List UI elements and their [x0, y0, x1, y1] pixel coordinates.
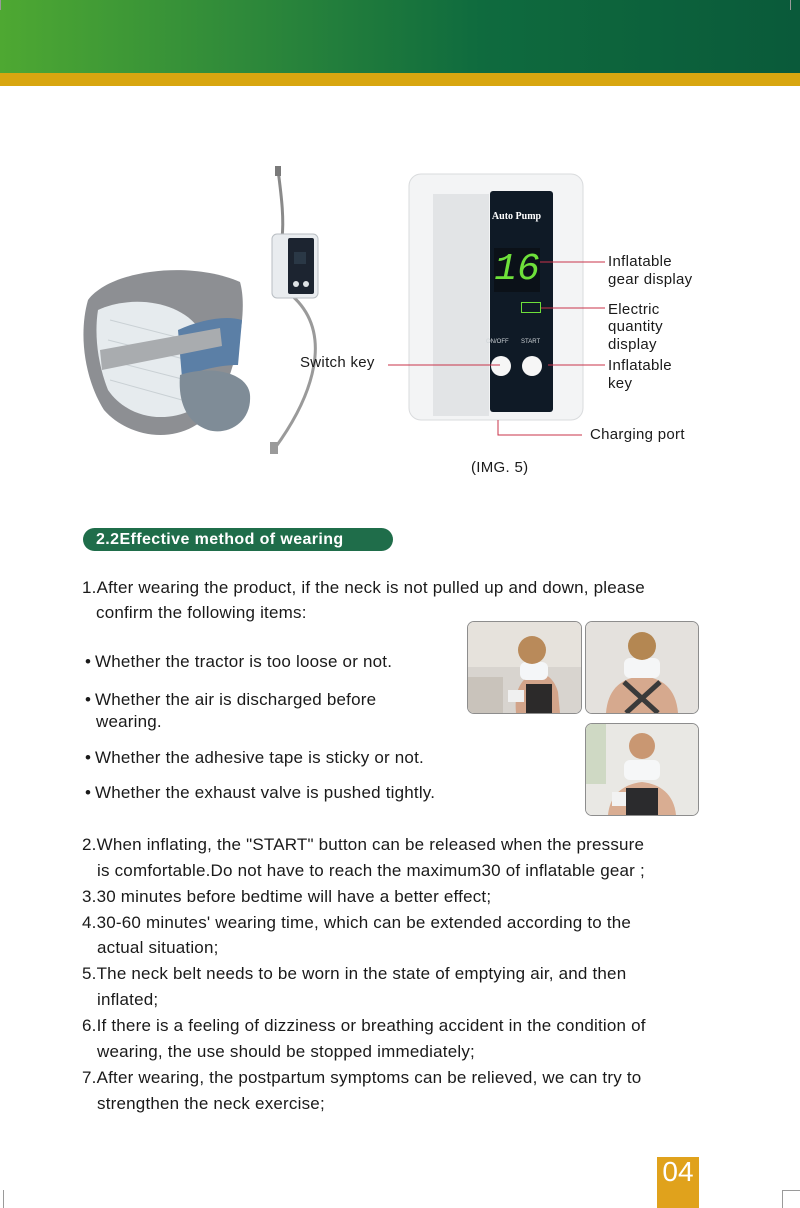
bullet-item-3	[85, 746, 424, 769]
bullet-symbol: •	[85, 652, 92, 671]
photo-back-view-art	[586, 622, 698, 713]
gear-display-digits: 16	[494, 248, 540, 291]
bullet-text: Whether the adhesive tape is sticky or not.	[95, 748, 424, 767]
bullet-text: Whether the tractor is too loose or not.	[95, 652, 393, 671]
callout-inflatable-key-line1: Inflatable	[608, 357, 672, 374]
crop-mark	[782, 1190, 783, 1208]
instruction-line-3: 3.30 minutes before bedtime will have a better effect;	[82, 887, 492, 906]
instruction-line-4: 4.30-60 minutes' wearing time, which can be extended according to the	[82, 913, 632, 932]
bullet-symbol: •	[85, 748, 92, 767]
callout-electric-quantity-display-line1: Electric	[608, 301, 660, 318]
instruction-line-8: 6.If there is a feeling of dizziness or breathing accident in the condition of	[82, 1016, 646, 1035]
figure-caption: (IMG. 5)	[471, 459, 529, 476]
instruction-line-1: 2.When inflating, the "START" button can be released when the pressure	[82, 835, 645, 854]
instruction-line-11: strengthen the neck exercise;	[97, 1094, 325, 1113]
photo-front-view-art	[586, 724, 698, 815]
crop-mark	[3, 1190, 4, 1208]
instruction-line-5: actual situation;	[97, 938, 219, 957]
crop-mark	[782, 1190, 800, 1191]
callout-inflatable-gear-display-line1: Inflatable	[608, 253, 672, 270]
start-button-label: START	[521, 339, 541, 345]
photo-back-view	[585, 621, 699, 714]
callout-inflatable-gear-display-line2: gear display	[608, 271, 693, 288]
bullet-symbol: •	[85, 783, 92, 802]
bullet-text: Whether the air is discharged before	[95, 690, 377, 709]
instruction-line-10: 7.After wearing, the postpartum symptoms can be relieved, we can try to	[82, 1068, 642, 1087]
photo-front-view	[585, 723, 699, 816]
instruction-line-6: 5.The neck belt needs to be worn in the state of emptying air, and then	[82, 964, 627, 983]
photo-side-view	[467, 621, 582, 714]
instruction-line-7: inflated;	[97, 990, 159, 1009]
device-brand-label: Auto Pump	[491, 211, 542, 222]
bullet-item-1	[85, 650, 392, 673]
bullet-text: Whether the exhaust valve is pushed tightly.	[95, 783, 436, 802]
instruction-line-2: is comfortable.Do not have to reach the maximum30 of inflatable gear ;	[97, 861, 645, 880]
callout-electric-quantity-display-line2: quantity	[608, 318, 663, 335]
bullet-item-4	[85, 781, 435, 804]
instruction-line-9: wearing, the use should be stopped immediately;	[97, 1042, 475, 1061]
photo-side-view-art	[468, 622, 581, 713]
intro-line-1: 1.After wearing the product, if the neck is not pulled up and down, please	[82, 578, 645, 597]
callout-charging-port: Charging port	[590, 426, 685, 443]
bullet-item-2	[85, 688, 376, 711]
callout-lines	[0, 0, 800, 460]
section-title-pill: 2.2Effective method of wearing	[83, 528, 393, 551]
callout-switch-key: Switch key	[300, 354, 375, 371]
on-off-button-label: ON/OFF	[486, 339, 509, 345]
page-number: 04	[657, 1157, 699, 1208]
intro-line-2: confirm the following items:	[96, 603, 307, 622]
callout-inflatable-key-line2: key	[608, 375, 633, 392]
bullet-symbol: •	[85, 690, 92, 709]
callout-electric-quantity-display-line3: display	[608, 336, 657, 353]
bullet-item-2-continued: wearing.	[96, 712, 162, 731]
